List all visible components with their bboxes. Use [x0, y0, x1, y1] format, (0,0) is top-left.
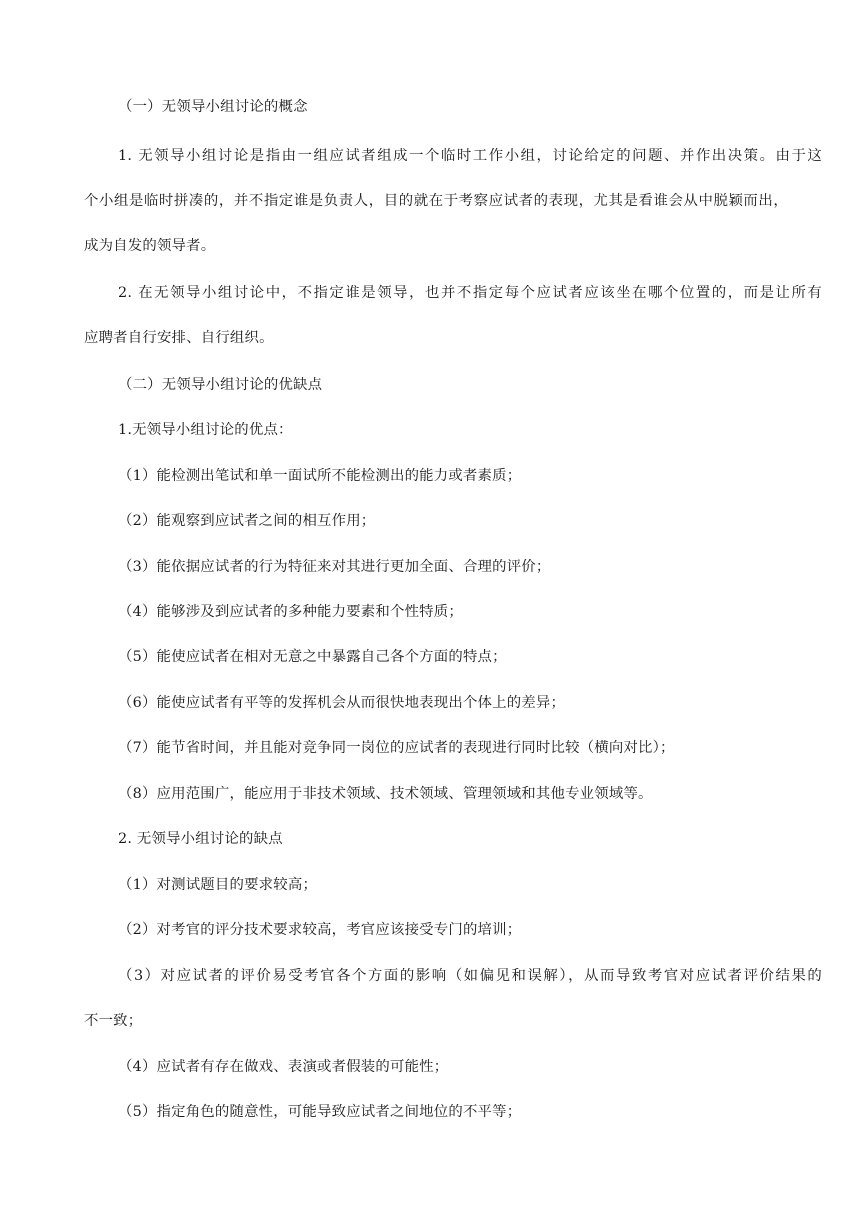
advantage-item: （5）能使应试者在相对无意之中暴露自己各个方面的特点；: [118, 649, 507, 665]
paragraph-2-line-2: 应聘者自行安排、自行组织。: [84, 330, 274, 346]
disadvantage-item-continuation: 不一致；: [84, 1013, 143, 1029]
disadvantages-heading: 2. 无领导小组讨论的缺点: [118, 831, 283, 847]
advantage-item: （2）能观察到应试者之间的相互作用；: [118, 513, 376, 529]
advantages-heading: 1.无领导小组讨论的优点：: [118, 422, 293, 438]
advantage-item: （1）能检测出笔试和单一面试所不能检测出的能力或者素质；: [118, 468, 522, 484]
paragraph-2-line-1: 2. 在无领导小组讨论中，不指定谁是领导，也并不指定每个应试者应该坐在哪个位置的，而是让所有: [118, 285, 822, 301]
section-heading-concept: （一）无领导小组讨论的概念: [118, 99, 308, 115]
advantage-item: （8）应用范围广，能应用于非技术领域、技术领域、管理领域和其他专业领域等。: [118, 786, 653, 802]
disadvantage-item: （4）应试者有存在做戏、表演或者假装的可能性；: [118, 1059, 449, 1075]
disadvantage-item: （3）对应试者的评价易受考官各个方面的影响（如偏见和误解），从而导致考官对应试者评价结果的: [118, 968, 822, 984]
disadvantage-item: （1）对测试题目的要求较高；: [118, 877, 318, 893]
disadvantage-item: （5）指定角色的随意性，可能导致应试者之间地位的不平等；: [118, 1104, 522, 1120]
advantage-item: （4）能够涉及到应试者的多种能力要素和个性特质；: [118, 604, 463, 620]
disadvantage-item: （2）对考官的评分技术要求较高，考官应该接受专门的培训；: [118, 922, 522, 938]
advantage-item: （7）能节省时间，并且能对竞争同一岗位的应试者的表现进行同时比较（横向对比）；: [118, 740, 675, 756]
advantage-item: （6）能使应试者有平等的发挥机会从而很快地表现出个体上的差异；: [118, 695, 566, 711]
paragraph-1-line-3: 成为自发的领导者。: [84, 238, 216, 254]
paragraph-1-line-1: 1. 无领导小组讨论是指由一组应试者组成一个临时工作小组，讨论给定的问题、并作出决策。由于这: [118, 148, 822, 164]
section-heading-pros-cons: （二）无领导小组讨论的优缺点: [118, 377, 323, 393]
paragraph-1-line-2: 个小组是临时拼凑的，并不指定谁是负责人，目的就在于考察应试者的表现，尤其是看谁会从中脱颖而出，: [84, 193, 788, 209]
advantage-item: （3）能依据应试者的行为特征来对其进行更加全面、合理的评价；: [118, 559, 551, 575]
